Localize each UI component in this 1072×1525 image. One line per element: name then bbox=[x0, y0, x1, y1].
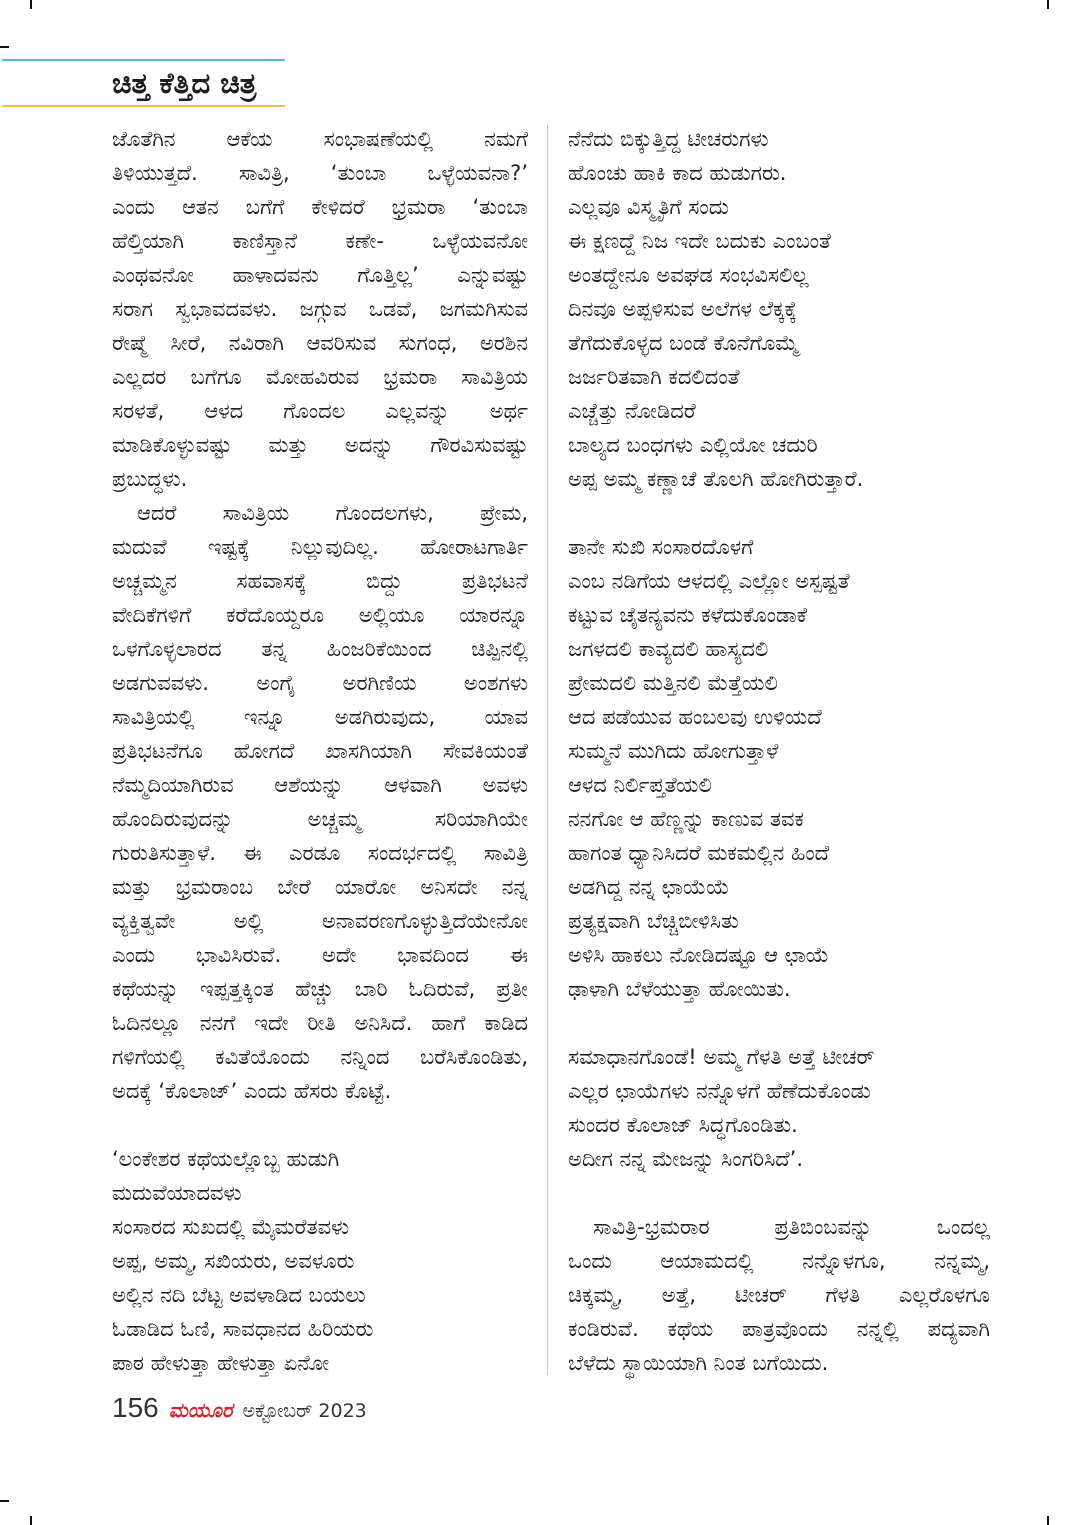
page-number: 156 bbox=[112, 1392, 159, 1423]
text-line: ಸರಳತೆ, ಆಳದ ಗೊಂದಲ ಎಲ್ಲವನ್ನು ಅರ್ಥ bbox=[112, 399, 528, 423]
text-line: ಗುರುತಿಸುತ್ತಾಳೆ. ಈ ಎರಡೂ ಸಂದರ್ಭದಲ್ಲಿ ಸಾವಿತ್ರಿ bbox=[112, 841, 528, 865]
page-footer bbox=[112, 1392, 367, 1432]
text-line: ಸಾವಿತ್ರಿಯಲ್ಲಿ ಇನ್ನೂ ಅಡಗಿರುವುದು, ಯಾವ bbox=[112, 705, 528, 729]
text-line: ಅಚ್ಚಮ್ಮನ ಸಹವಾಸಕ್ಕೆ ಬಿದ್ದು ಪ್ರತಿಭಟನೆ bbox=[112, 569, 528, 593]
text-line: ಒಂದು ಆಯಾಮದಲ್ಲಿ ನನ್ನೊಳಗೂ, ನನ್ನಮ್ಮ, bbox=[568, 1249, 990, 1273]
text-line: ಕಂಡಿರುವೆ. ಕಥೆಯ ಪಾತ್ರವೊಂದು ನನ್ನಲ್ಲಿ ಪದ್ಯವಾಗಿ bbox=[568, 1317, 990, 1341]
text-line: ವೇದಿಕೆಗಳಿಗೆ ಕರೆದೊಯ್ದರೂ ಅಲ್ಲಿಯೂ ಯಾರನ್ನೂ bbox=[112, 603, 528, 627]
poem-line: ನನಗೋ ಆ ಹೆಣ್ಣನ್ನು ಕಾಣುವ ತವಕ bbox=[568, 807, 804, 831]
text-line: ಪ್ರಬುದ್ಧಳು. bbox=[112, 467, 188, 491]
text-line: ಗಳಿಗೆಯಲ್ಲಿ ಕವಿತೆಯೊಂದು ನನ್ನಿಂದ ಬರೆಸಿಕೊಂಡಿತು, bbox=[112, 1045, 528, 1069]
crop-mark bbox=[1047, 0, 1049, 9]
title-rule-top bbox=[2, 59, 285, 61]
poem-line: ಸಂಸಾರದ ಸುಖದಲ್ಲಿ ಮೈಮರೆತವಳು bbox=[112, 1215, 350, 1239]
poem-line: ಆದ ಪಡೆಯುವ ಹಂಬಲವು ಉಳಿಯದೆ bbox=[568, 705, 822, 729]
poem-line: ‘ಲಂಕೇಶರ ಕಥೆಯಲ್ಲೊಬ್ಬ ಹುಡುಗಿ bbox=[112, 1147, 340, 1171]
text-line: ಸರಾಗ ಸ್ವಭಾವದವಳು. ಜಗ್ಗುವ ಒಡವೆ, ಜಗಮಗಿಸುವ bbox=[112, 297, 528, 321]
poem-line: ಪ್ರೇಮದಲಿ ಮತ್ತಿನಲಿ ಮೆತ್ತೆಯಲಿ bbox=[568, 671, 778, 695]
text-line: ಒಳಗೊಳ್ಳಲಾರದ ತನ್ನ ಹಿಂಜರಿಕೆಯಿಂದ ಚಿಪ್ಪಿನಲ್ಲಿ bbox=[112, 637, 528, 661]
poem-line: ಅಲ್ಲಿನ ನದಿ ಬೆಟ್ಟ ಅವಳಾಡಿದ ಬಯಲು bbox=[112, 1283, 366, 1307]
page-title: ಚಿತ್ತ ಕೆತ್ತಿದ ಚಿತ್ರ bbox=[112, 66, 257, 100]
poem-line: ಪ್ರತ್ಯಕ್ಷವಾಗಿ ಬೆಚ್ಚಿಬೀಳಿಸಿತು bbox=[568, 909, 739, 933]
poem-line: ಎಚ್ಚೆತ್ತು ನೋಡಿದರೆ bbox=[568, 399, 696, 423]
crop-mark bbox=[1047, 1516, 1049, 1525]
text-line: ಕಥೆಯನ್ನು ಇಪ್ಪತ್ತಕ್ಕಿಂತ ಹೆಚ್ಚು ಬಾರಿ ಓದಿರುವೆ, ಪ್ರತೀ bbox=[112, 977, 528, 1001]
poem-line: ಎಲ್ಲರ ಛಾಯೆಗಳು ನನ್ನೊಳಗೆ ಹೆಣೆದುಕೊಂಡು bbox=[568, 1079, 871, 1103]
poem-line: ಅಪ್ಪ ಅಮ್ಮ ಕಣ್ಣಾಚೆ ತೊಲಗಿ ಹೋಗಿರುತ್ತಾರೆ. bbox=[568, 467, 864, 491]
poem-line: ಆಳದ ನಿರ್ಲಿಪ್ತತೆಯಲಿ bbox=[568, 773, 712, 797]
text-line: ರೇಷ್ಮೆ ಸೀರೆ, ನವಿರಾಗಿ ಆವರಿಸುವ ಸುಗಂಧ, ಅರಶಿನ bbox=[112, 331, 528, 355]
poem-line: ಮದುವೆಯಾದವಳು bbox=[112, 1181, 242, 1205]
poem-line: ಪಾಠ ಹೇಳುತ್ತಾ ಹೇಳುತ್ತಾ ಏನೋ bbox=[112, 1351, 330, 1375]
poem-stanza bbox=[568, 530, 990, 1006]
crop-mark bbox=[30, 0, 32, 9]
text-line: ಮತ್ತು ಭ್ರಮರಾಂಬ ಬೇರೆ ಯಾರೋ ಅನಿಸದೇ ನನ್ನ bbox=[112, 875, 528, 899]
text-line: ಆದರೆ ಸಾವಿತ್ರಿಯ ಗೊಂದಲಗಳು, ಪ್ರೇಮ, bbox=[137, 501, 528, 525]
text-line: ಹೊಂದಿರುವುದನ್ನು ಅಚ್ಚಮ್ಮ ಸರಿಯಾಗಿಯೇ bbox=[112, 807, 528, 831]
poem-stanza bbox=[568, 1040, 990, 1176]
poem-line: ಬಾಲ್ಯದ ಬಂಧಗಳು ಎಲ್ಲಿಯೋ ಚದುರಿ bbox=[568, 433, 818, 457]
poem-line: ಜಗಳದಲಿ ಕಾವ್ಯದಲಿ ಹಾಸ್ಯದಲಿ bbox=[568, 637, 769, 661]
stanza-gap bbox=[568, 496, 990, 530]
text-line: ಎಂದು ಆತನ ಬಗೆಗೆ ಕೇಳಿದರೆ ಭ್ರಮರಾ ‘ತುಂಬಾ bbox=[112, 195, 528, 219]
text-line: ಎಲ್ಲದರ ಬಗೆಗೂ ಮೋಹವಿರುವ ಭ್ರಮರಾ ಸಾವಿತ್ರಿಯ bbox=[112, 365, 528, 389]
crop-mark bbox=[0, 1500, 9, 1502]
column-divider bbox=[547, 125, 548, 1375]
poem-stanza bbox=[568, 122, 990, 496]
paragraph bbox=[112, 496, 528, 1108]
crop-mark bbox=[30, 1516, 32, 1525]
text-line: ಮದುವೆ ಇಷ್ಟಕ್ಕೆ ನಿಲ್ಲುವುದಿಲ್ಲ. ಹೋರಾಟಗಾರ್ತಿ bbox=[112, 535, 528, 559]
poem-line: ಅದೀಗ ನನ್ನ ಮೇಜನ್ನು ಸಿಂಗರಿಸಿದೆ’. bbox=[568, 1147, 803, 1171]
poem-line: ಈ ಕ್ಷಣದ್ದೆ ನಿಜ ಇದೇ ಬದುಕು ಎಂಬಂತೆ bbox=[568, 229, 831, 253]
poem-line: ಸುಂದರ ಕೊಲಾಜ್ ಸಿದ್ಧಗೊಂಡಿತು. bbox=[568, 1113, 798, 1137]
text-line: ಮಾಡಿಕೊಳ್ಳುವಷ್ಟು ಮತ್ತು ಅದನ್ನು ಗೌರವಿಸುವಷ್ಟು bbox=[112, 433, 528, 457]
poem-line: ನೆನೆದು ಬಿಕ್ಕುತ್ತಿದ್ದ ಟೀಚರುಗಳು bbox=[568, 127, 769, 151]
poem-line: ಹಾಗಂತ ಧ್ಯಾನಿಸಿದರೆ ಮಕಮಲ್ಲಿನ ಹಿಂದೆ bbox=[568, 841, 830, 865]
text-line: ಬೆಳೆದು ಸ್ಥಾಯಿಯಾಗಿ ನಿಂತ ಬಗೆಯಿದು. bbox=[568, 1351, 829, 1375]
text-line: ವ್ಯಕ್ತಿತ್ವವೇ ಅಲ್ಲಿ ಅನಾವರಣಗೊಳ್ಳುತ್ತಿದೆಯೇನೋ bbox=[112, 909, 528, 933]
text-line: ಹೆಲ್ತಿಯಾಗಿ ಕಾಣಿಸ್ತಾನೆ ಕಣೇ- ಒಳ್ಳೆಯವನೋ bbox=[112, 229, 528, 253]
poem-line: ಅಡಗಿದ್ದ ನನ್ನ ಛಾಯೆಯೆ bbox=[568, 875, 730, 899]
issue-date: ಅಕ್ಟೋಬರ್ 2023 bbox=[242, 1400, 367, 1422]
text-line: ಸಾವಿತ್ರಿ-ಭ್ರಮರಾರ ಪ್ರತಿಬಿಂಬವನ್ನು ಒಂದಲ್ಲ bbox=[593, 1215, 990, 1239]
text-line: ಪ್ರತಿಭಟನೆಗೂ ಹೋಗದೆ ಖಾಸಗಿಯಾಗಿ ಸೇವಕಿಯಂತೆ bbox=[112, 739, 528, 763]
poem-line: ಸಮಾಧಾನಗೊಂಡೆ! ಅಮ್ಮ ಗೆಳತಿ ಅತ್ತೆ ಟೀಚರ್ bbox=[568, 1045, 875, 1069]
poem-line: ಕಟ್ಟುವ ಚೈತನ್ಯವನು ಕಳೆದುಕೊಂಡಾಕೆ bbox=[568, 603, 808, 627]
text-line: ಓದಿನಲ್ಲೂ ನನಗೆ ಇದೇ ರೀತಿ ಅನಿಸಿದೆ. ಹಾಗೆ ಕಾಡಿದ bbox=[112, 1011, 528, 1035]
poem-line: ಅಳಿಸಿ ಹಾಕಲು ನೋಡಿದಷ್ಟೂ ಆ ಛಾಯೆ bbox=[568, 943, 830, 967]
text-line: ಎಂದು ಭಾವಿಸಿರುವೆ. ಅದೇ ಭಾವದಿಂದ ಈ bbox=[112, 943, 528, 967]
poem-line: ದಿನವೂ ಅಪ್ಪಳಿಸುವ ಅಲೆಗಳ ಲೆಕ್ಕಕ್ಕೆ bbox=[568, 297, 797, 321]
poem-line: ಓಡಾಡಿದ ಓಣಿ, ಸಾವಧಾನದ ಹಿರಿಯರು bbox=[112, 1317, 374, 1341]
right-column bbox=[568, 122, 990, 1380]
poem-line: ಎಂಬ ನಡಿಗೆಯ ಆಳದಲ್ಲಿ ಎಲ್ಲೋ ಅಸ್ಪಷ್ಟತೆ bbox=[568, 569, 850, 593]
stanza-gap bbox=[568, 1006, 990, 1040]
stanza-gap bbox=[568, 1176, 990, 1210]
paragraph bbox=[568, 1210, 990, 1380]
text-line: ನೆಮ್ಮದಿಯಾಗಿರುವ ಆಶೆಯನ್ನು ಆಳವಾಗಿ ಅವಳು bbox=[112, 773, 528, 797]
text-line: ಎಂಥವನೋ ಹಾಳಾದವನು ಗೊತ್ತಿಲ್ಲ’ ಎನ್ನುವಷ್ಟು bbox=[112, 263, 528, 287]
poem-line: ಜರ್ಜರಿತವಾಗಿ ಕದಲಿದಂತೆ bbox=[568, 365, 740, 389]
paragraph-gap bbox=[112, 1108, 528, 1142]
poem-block bbox=[112, 1142, 528, 1380]
title-rule-bottom bbox=[2, 105, 285, 107]
poem-line: ಹೊಂಚು ಹಾಕಿ ಕಾದ ಹುಡುಗರು. bbox=[568, 161, 787, 185]
poem-line: ಢಾಳಾಗಿ ಬೆಳೆಯುತ್ತಾ ಹೋಯಿತು. bbox=[568, 977, 791, 1001]
poem-line: ತೆಗೆದುಕೊಳ್ಳದ ಬಂಡೆ ಕೊನೆಗೊಮ್ಮೆ bbox=[568, 331, 799, 355]
text-line: ಅದಕ್ಕೆ ‘ಕೊಲಾಜ್’ ಎಂದು ಹೆಸರು ಕೊಟ್ಟೆ. bbox=[112, 1079, 392, 1103]
poem-line: ಅಂತದ್ದೇನೂ ಅವಘಡ ಸಂಭವಿಸಲಿಲ್ಲ bbox=[568, 263, 809, 287]
text-line: ತಿಳಿಯುತ್ತದೆ. ಸಾವಿತ್ರಿ, ‘ತುಂಬಾ ಒಳ್ಳೆಯವನಾ?’ bbox=[112, 161, 528, 185]
poem-line: ತಾನೇ ಸುಖಿ ಸಂಸಾರದೊಳಗೆ bbox=[568, 535, 754, 559]
magazine-logo: ಮಯೂರ bbox=[168, 1398, 233, 1422]
poem-line: ಎಲ್ಲವೂ ವಿಸ್ಮೃತಿಗೆ ಸಂದು bbox=[568, 195, 729, 219]
text-line: ಚಿಕ್ಕಮ್ಮ, ಅತ್ತೆ, ಟೀಚರ್ ಗೆಳತಿ ಎಲ್ಲರೊಳಗೂ bbox=[568, 1283, 990, 1307]
left-column bbox=[112, 122, 528, 1380]
text-line: ಅಡಗುವವಳು. ಅಂಗೈ ಅರಗಿಣಿಯ ಅಂಶಗಳು bbox=[112, 671, 528, 695]
poem-line: ಸುಮ್ಮನೆ ಮುಗಿದು ಹೋಗುತ್ತಾಳೆ bbox=[568, 739, 779, 763]
text-line: ಜೊತೆಗಿನ ಆಕೆಯ ಸಂಭಾಷಣೆಯಲ್ಲಿ ನಮಗೆ bbox=[112, 127, 528, 151]
poem-line: ಅಪ್ಪ, ಅಮ್ಮ, ಸಖಿಯರು, ಅವಳೂರು bbox=[112, 1249, 355, 1273]
paragraph bbox=[112, 122, 528, 496]
crop-mark bbox=[0, 46, 9, 48]
